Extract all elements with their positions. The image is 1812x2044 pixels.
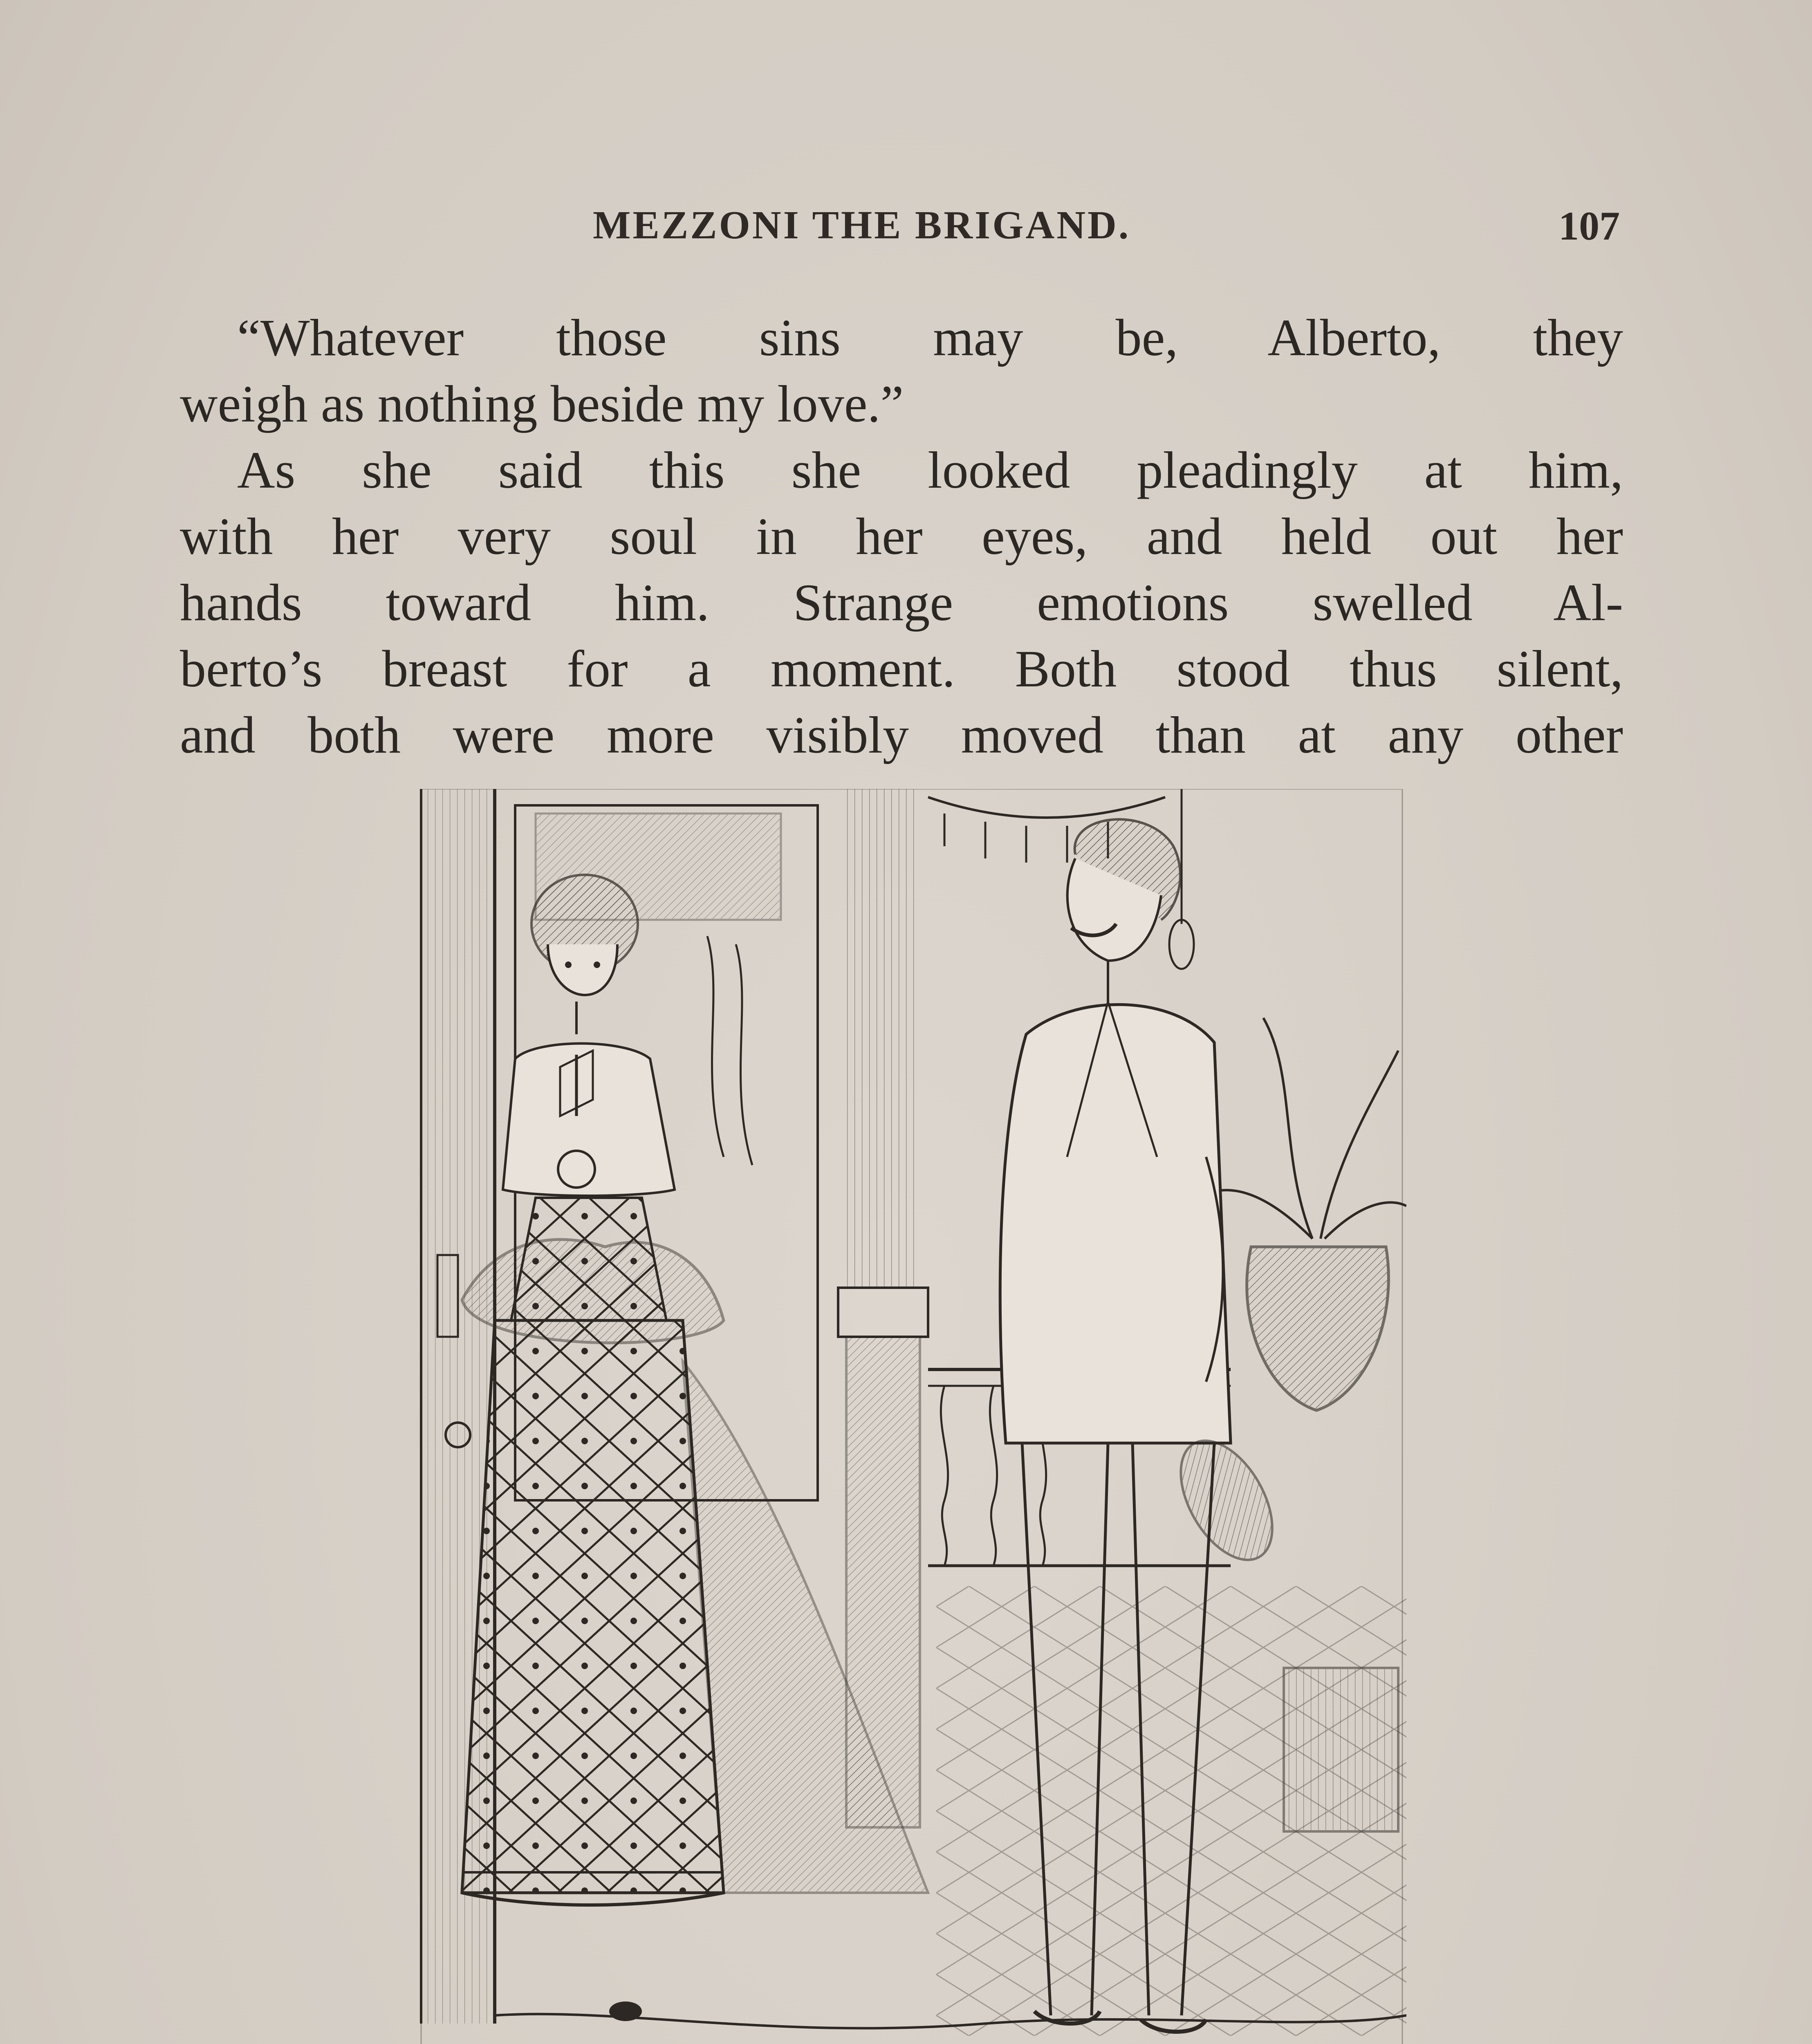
text-block-before [180,305,1623,768]
text-line: “Whatever those sins may be, Alberto, they [237,309,1623,367]
page-header [0,202,1812,260]
running-title: MEZZONI THE BRIGAND. [593,203,1131,247]
engraving-drawing [413,789,1406,2044]
text-line: with her very soul in her eyes, and held out her [180,507,1623,565]
text-line: weigh as nothing beside my love.” [180,375,904,433]
text-line: and both were more visibly moved than at any other [180,706,1623,764]
text-line: As she said this she looked pleadingly at him, [237,441,1623,499]
engraving-illustration [413,789,1406,2044]
page-number: 107 [1559,203,1620,249]
text-line: berto’s breast for a moment. Both stood thus silent, [180,640,1623,698]
text-line: hands toward him. Strange emotions swelled Al- [180,574,1623,632]
